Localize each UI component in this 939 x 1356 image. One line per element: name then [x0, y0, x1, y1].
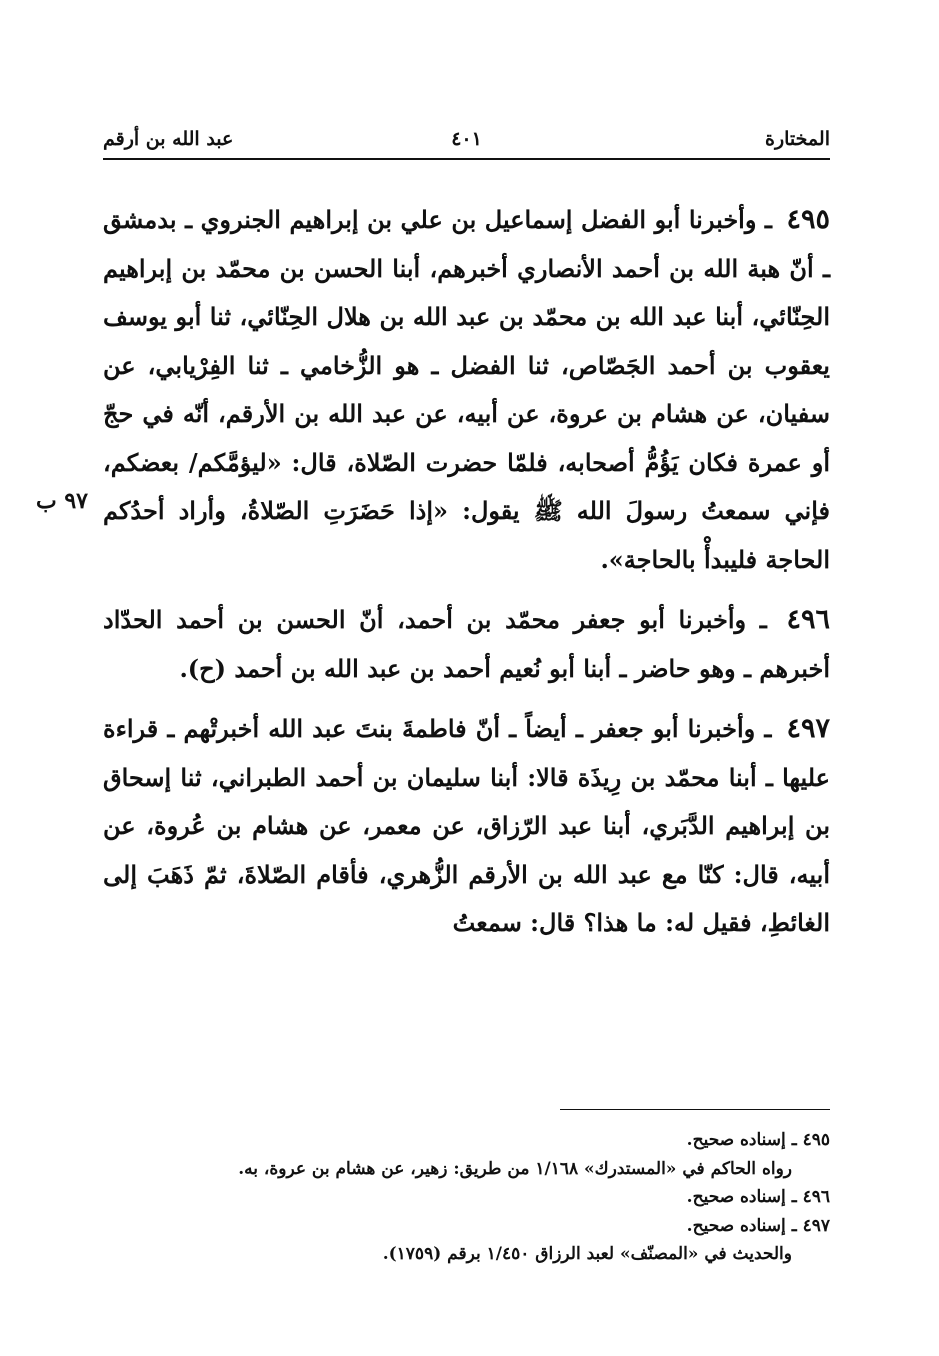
hadith-paragraph-496: [103, 596, 830, 693]
hadith-text: ـ وأخبرنا أبو الفضل إسماعيل بن علي بن إبراهيم الجنروي ـ بدمشق ـ أنّ هبة الله بن أحمد الأنصاري أخبرهم، أبنا الحسن بن محمّد بن إبراهيم الحِنّائي، أبنا عبد الله بن محمّد بن عبد الله بن هلال الحِنّائي، ثنا أبو يوسف يعقوب بن أحمد الجَصّاص، ثنا الفضل ـ هو الزُّخامي ـ ثنا الفِرْيابي، عن سفيان، عن هشام بن عروة، عن أبيه، عن عبد الله بن الأرقم، أنّه في حجّ أو عمرة فكان يَؤُمُّ أصحابه، فلمّا حضرت الصّلاة، قال: «ليؤمَّكم/ بعضكم، فإني سمعتُ رسولَ الله ﷺ يقول: «إذا حَضَرَتِ الصّلاةُ، وأراد أحدُكم الحاجة فليبدأْ بالحاجة».: [103, 205, 830, 574]
footnote-line: ٤٩٦ ـ إسناده صحيح.: [686, 1187, 830, 1207]
hadith-number: ٤٩٧: [786, 713, 831, 744]
hadith-paragraph-497: [103, 705, 830, 948]
footnotes: [103, 1126, 830, 1269]
hadith-number: ٤٩٥: [786, 204, 830, 235]
hadith-paragraph-495: [103, 196, 830, 584]
hadith-text: ـ وأخبرنا أبو جعفر محمّد بن أحمد، أنّ الحسن بن أحمد الحدّاد أخبرهم ـ وهو حاضر ـ أبنا أبو نُعيم أحمد بن عبد الله بن أحمد (ح).: [103, 605, 830, 683]
hadith-text: ـ وأخبرنا أبو جعفر ـ أيضاً ـ أنّ فاطمةَ بنتَ عبد الله أخبرتْهم ـ قراءة عليها ـ أبنا محمّد بن رِيذَة قالا: أبنا سليمان بن أحمد الطبراني، ثنا إسحاق بن إبراهيم الدَّبَري، أبنا عبد الرّزاق، عن معمر، عن هشام بن عُروة، عن أبيه، قال: كنّا مع عبد الله بن الأرقم الزُّهري، فأقام الصّلاةَ، ثمّ ذَهَبَ إلى الغائطِ، فقيل له: ما هذا؟ قال: سمعتُ: [103, 714, 830, 937]
running-header: [103, 122, 830, 158]
book-title: المختارة: [765, 128, 830, 150]
main-text: [103, 196, 830, 960]
footnote-line: والحديث في «المصنّف» لعبد الرزاق ١/٤٥٠ برقم (١٧٥٩).: [382, 1244, 792, 1264]
hadith-number: ٤٩٦: [786, 604, 830, 635]
manuscript-folio-note: ٩٧ ب: [35, 488, 88, 514]
header-divider: [103, 158, 830, 160]
footnote-line: ٤٩٧ ـ إسناده صحيح.: [686, 1215, 830, 1236]
footnote-line: ٤٩٥ ـ إسناده صحيح.: [686, 1130, 830, 1150]
footnote-line: رواه الحاكم في «المستدرك» ١/١٦٨ من طريق: زهير، عن هشام بن عروة، به.: [238, 1158, 792, 1179]
page-number: ٤٠١: [451, 128, 482, 150]
footnote-divider: [560, 1109, 830, 1110]
section-title: عبد الله بن أرقم: [103, 128, 234, 150]
